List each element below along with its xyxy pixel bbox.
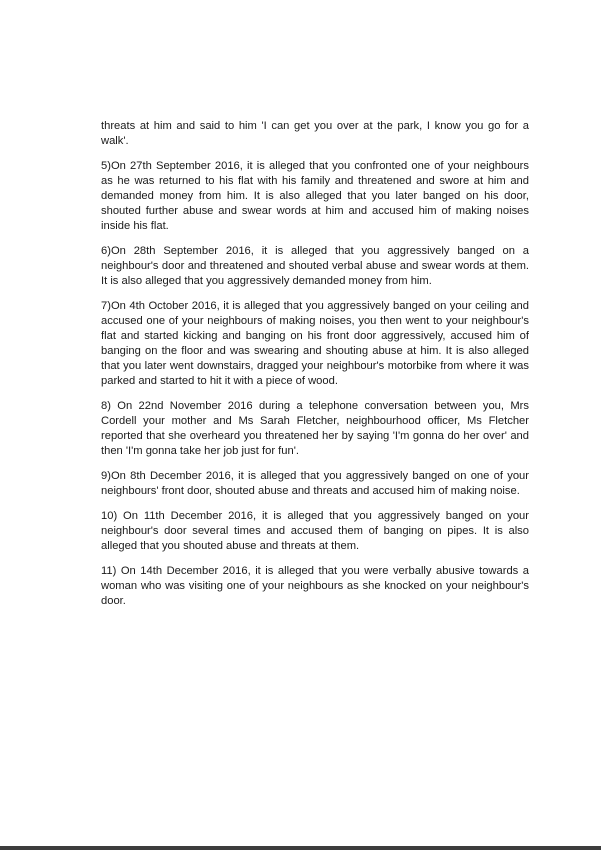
paragraph-allegation-11: 11) On 14th December 2016, it is alleged that you were verbally abusive towards a woman who was visiting one of your neighbours as she knocked on your neighbour's door. xyxy=(101,565,529,607)
document-text-block xyxy=(101,119,529,619)
paragraph-allegation-8: 8) On 22nd November 2016 during a telephone conversation between you, Mrs Cordell your mother and Ms Sarah Fletcher, neighbourhood officer, Ms Fletcher reported that she overheard you threatened her by saying 'I'm gonna do her over' and then 'I'm gonna take her job just for fun'. xyxy=(101,400,529,457)
paragraph-allegation-5: 5)On 27th September 2016, it is alleged that you confronted one of your neighbours as he was returned to his flat with his family and threatened and swore at him and demanded money from him. It is also alleged that you later banged on his door, shouted further abuse and swear words at him and accused him of making noises inside his flat. xyxy=(101,160,529,232)
paragraph-continuation: threats at him and said to him 'I can get you over at the park, I know you go for a walk'. xyxy=(101,120,529,147)
paragraph-allegation-6: 6)On 28th September 2016, it is alleged that you aggressively banged on a neighbour's door and threatened and shouted verbal abuse and swear words at them. It is also alleged that you aggressively demanded money from him. xyxy=(101,245,529,287)
paragraph-allegation-7: 7)On 4th October 2016, it is alleged that you aggressively banged on your ceiling and accused one of your neighbours of making noises, you then went to your neighbour's flat and started kicking and banging on his front door aggressively, accused him of banging on the floor and was swearing and shouting abuse at him. It is also alleged that you later went downstairs, dragged your neighbour's motorbike from where it was parked and started to hit it with a piece of wood. xyxy=(101,300,529,387)
window-bottom-edge xyxy=(0,846,601,850)
paragraph-allegation-10: 10) On 11th December 2016, it is alleged that you aggressively banged on your neighbour's door several times and accused them of banging on pipes. It is also alleged that you shouted abuse and threats at them. xyxy=(101,510,529,552)
paragraph-allegation-9: 9)On 8th December 2016, it is alleged that you aggressively banged on one of your neighbours' front door, shouted abuse and threats and accused him of making noise. xyxy=(101,470,529,497)
